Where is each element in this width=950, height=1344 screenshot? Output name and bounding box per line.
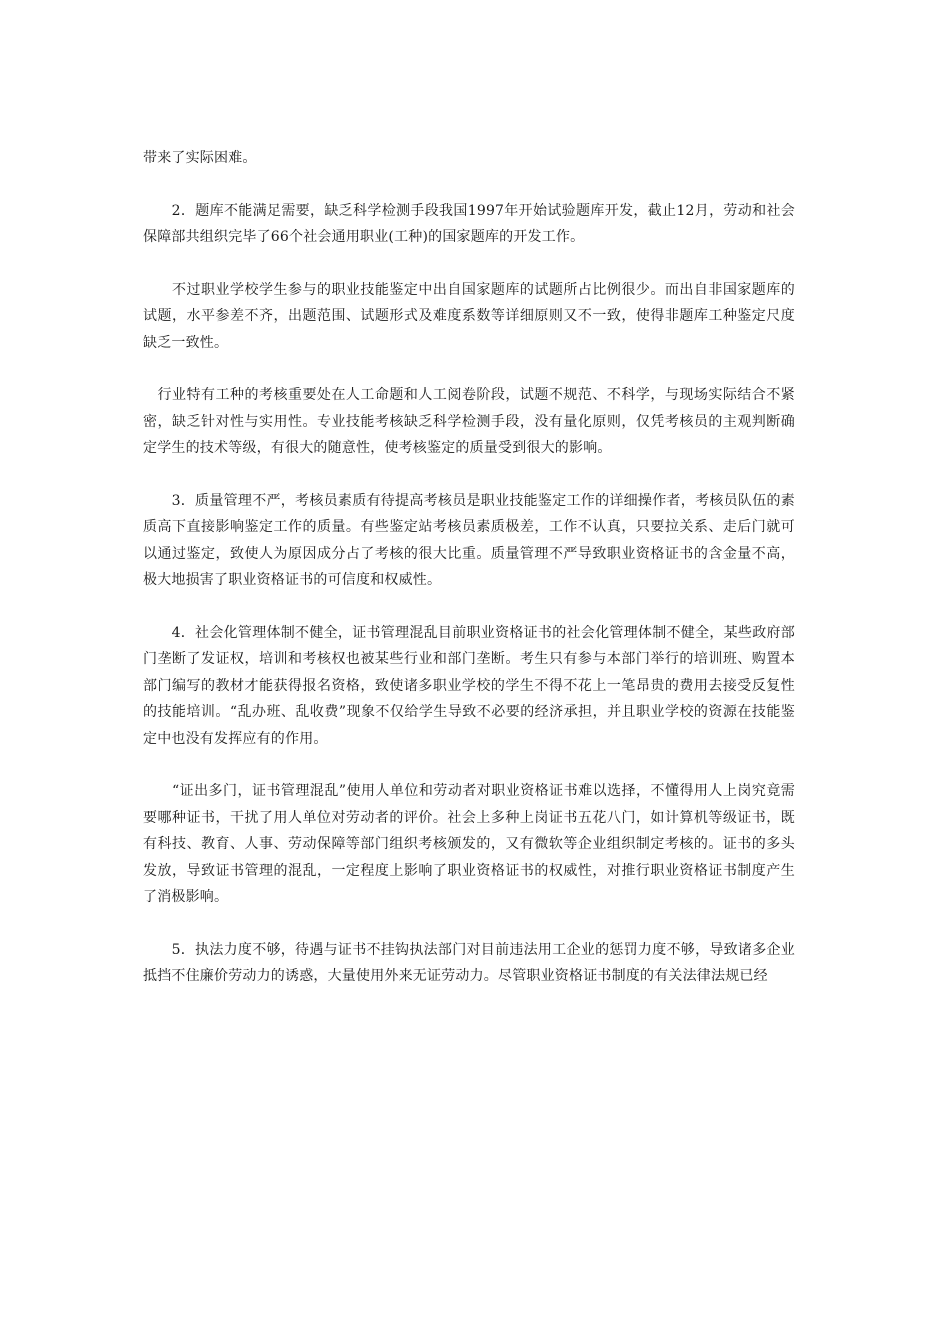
paragraph-industry-assessment: 行业特有工种的考核重要处在人工命题和人工阅卷阶段，试题不规范、不科学，与现场实际结合不紧密，缺乏针对性与实用性。专业技能考核缺乏科学检测手段，没有量化原则，仅凭考核员的主观判断确定学生的技术等级，有很大的随意性，使考核鉴定的质量受到很大的影响。 (143, 387, 795, 456)
paragraph-item-3: 3．质量管理不严，考核员素质有待提高考核员是职业技能鉴定工作的详细操作者，考核员队伍的素质高下直接影响鉴定工作的质量。有些鉴定站考核员素质极差，工作不认真，只要拉关系、走后门就可以通过鉴定，致使人为原因成分占了考核的很大比重。质量管理不严导致职业资格证书的含金量不高，极大地损害了职业资格证书的可信度和权威性。 (143, 492, 795, 588)
paragraph-spacer (143, 172, 795, 198)
paragraph-item-2: 2．题库不能满足需要，缺乏科学检测手段我国1997年开始试验题库开发，截止12月，劳动和社会保障部共组织完毕了66个社会通用职业(工种)的国家题库的开发工作。 (143, 202, 795, 245)
paragraph-multiple-certificates: “证出多门，证书管理混乱”使用人单位和劳动者对职业资格证书难以选择，不懂得用人上岗究竟需要哪种证书，干扰了用人单位对劳动者的评价。社会上多种上岗证书五花八门，如计算机等级证书，既有科技、教育、人事、劳动保障等部门组织考核颁发的，又有微软等企业组织制定考核的。证书的多头发放，导致证书管理的混乱，一定程度上影响了职业资格证书的权威性，对推行职业资格证书制度产生了消极影响。 (143, 783, 795, 905)
paragraph-spacer (143, 251, 795, 277)
paragraph-spacer (143, 594, 795, 620)
paragraph-spacer (143, 462, 795, 488)
paragraph-spacer (143, 911, 795, 937)
document-body (143, 145, 795, 990)
paragraph-question-bank-ratio: 不过职业学校学生参与的职业技能鉴定中出自国家题库的试题所占比例很少。而出自非国家题库的试题，水平参差不齐，出题范围、试题形式及难度系数等详细原则又不一致，使得非题库工种鉴定尺度缺乏一致性。 (143, 281, 795, 351)
paragraph-item-5: 5．执法力度不够，待遇与证书不挂钩执法部门对目前违法用工企业的惩罚力度不够，导致诸多企业抵挡不住廉价劳动力的诱惑，大量使用外来无证劳动力。尽管职业资格证书制度的有关法律法规已经 (143, 941, 795, 984)
paragraph-item-4: 4．社会化管理体制不健全，证书管理混乱目前职业资格证书的社会化管理体制不健全，某些政府部门垄断了发证权，培训和考核权也被某些行业和部门垄断。考生只有参与本部门举行的培训班、购置本部门编写的教材才能获得报名资格，致使诸多职业学校的学生不得不花上一笔昂贵的费用去接受反复性的技能培训。“乱办班、乱收费”现象不仅给学生导致不必要的经济承担，并且职业学校的资源在技能鉴定中也没有发挥应有的作用。 (143, 624, 795, 747)
paragraph-continuation: 带来了实际困难。 (143, 150, 257, 166)
paragraph-spacer (143, 752, 795, 778)
paragraph-spacer (143, 356, 795, 382)
